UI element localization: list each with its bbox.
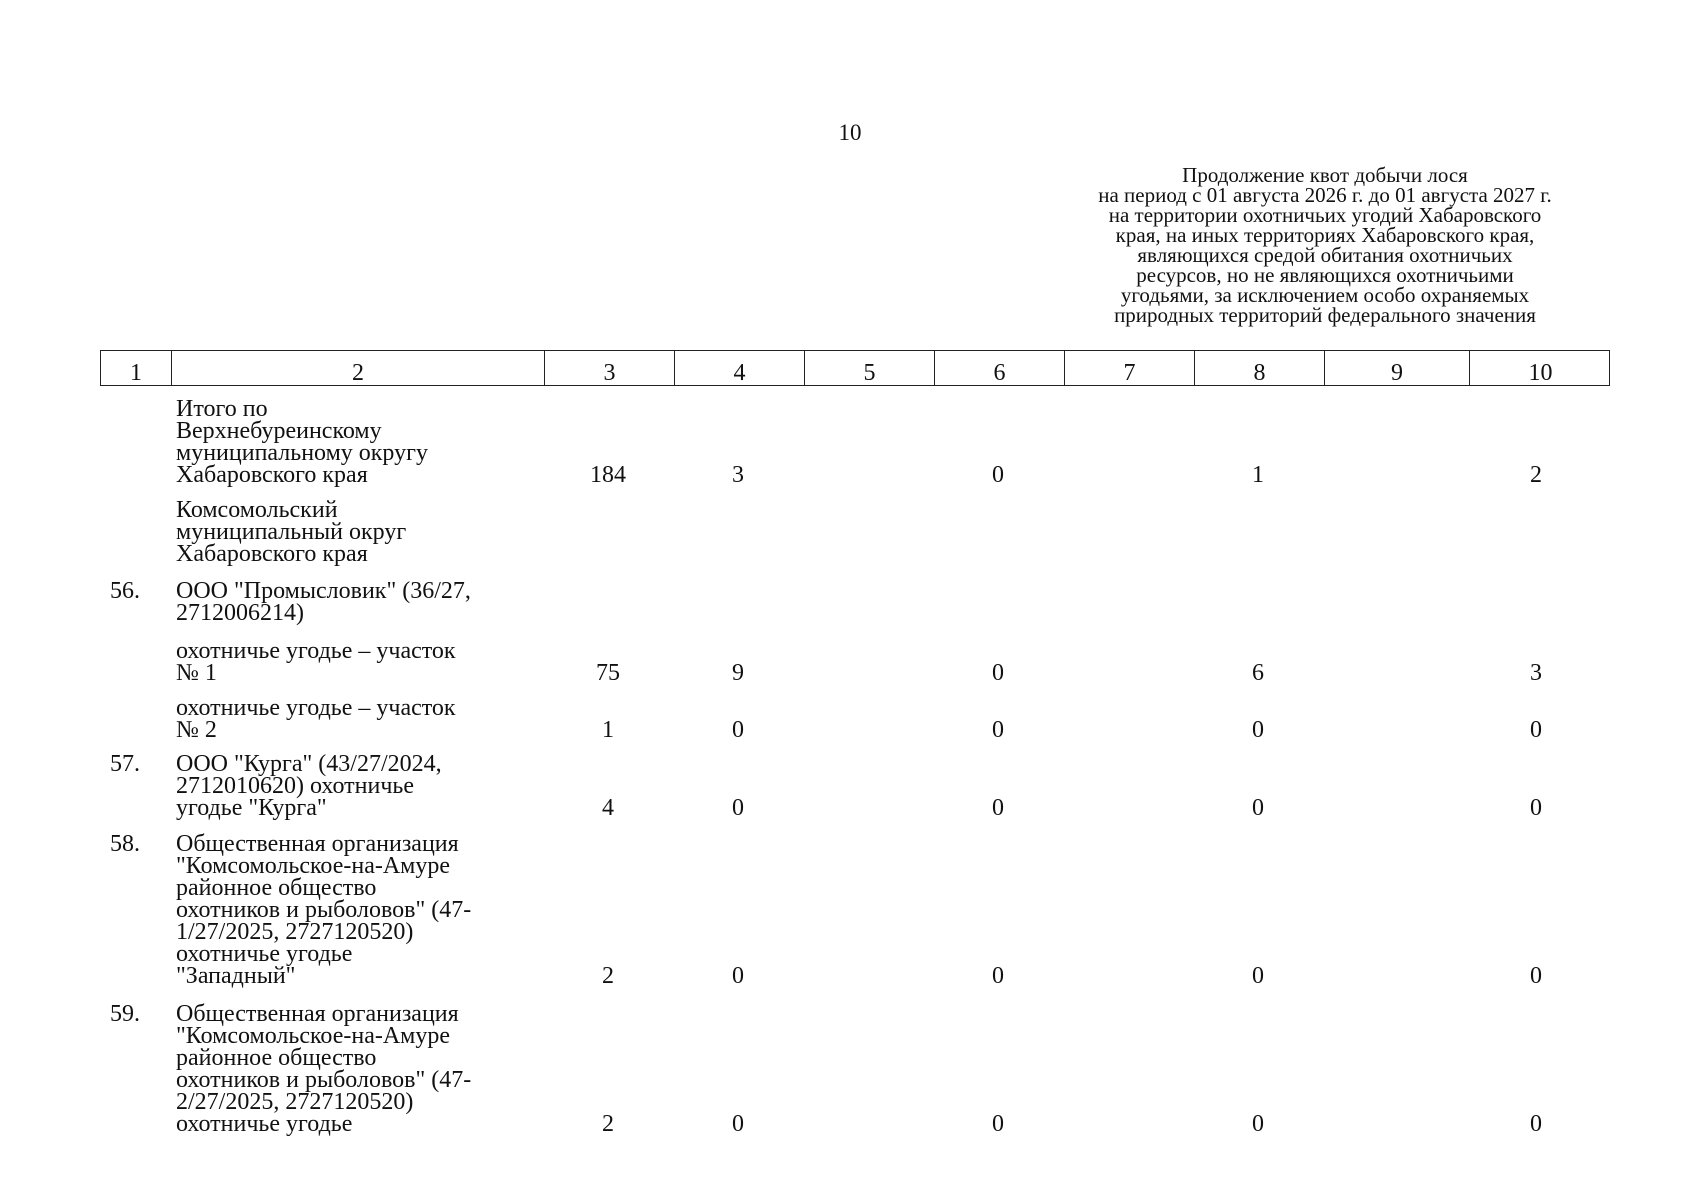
cell-col10: 2	[1530, 462, 1542, 488]
cell-col8: 0	[1252, 1111, 1264, 1137]
cell-col6: 0	[992, 963, 1004, 989]
row-number: 56.	[110, 578, 140, 604]
row-text-line: 2712010620) охотничье	[176, 773, 415, 799]
column-number-6: 6	[934, 351, 1064, 385]
caption-line: являющихся средой обитания охотничьих	[1137, 243, 1513, 267]
row-text-line: муниципальный округ	[176, 519, 407, 545]
cell-col10: 0	[1530, 717, 1542, 743]
row-text-line: 2/27/2025, 2727120520)	[176, 1089, 414, 1115]
row-text-line: районное общество	[176, 1045, 377, 1071]
caption-line: природных территорий федерального значения	[1114, 303, 1536, 327]
row-text-line: Итого по	[176, 396, 268, 422]
cell-col4: 0	[732, 717, 744, 743]
row-description	[176, 753, 546, 819]
row-description	[176, 833, 546, 987]
page-number: 10	[838, 120, 862, 145]
caption-line: ресурсов, но не являющихся охотничьими	[1136, 263, 1514, 287]
column-number-4: 4	[674, 351, 804, 385]
caption-line: Продолжение квот добычи лося	[1182, 163, 1468, 187]
row-number: 57.	[110, 751, 140, 777]
row-text-line: "Западный"	[176, 963, 296, 989]
column-number-row	[100, 350, 1610, 386]
caption-line: угодьями, за исключением особо охраняемых	[1120, 283, 1530, 307]
row-description	[176, 499, 546, 565]
cell-col10: 0	[1530, 795, 1542, 821]
cell-col6: 0	[992, 462, 1004, 488]
cell-col4: 0	[732, 1111, 744, 1137]
row-number: 59.	[110, 1001, 140, 1027]
row-text-line: "Комсомольское-на-Амуре	[176, 853, 451, 879]
row-text-line: охотничье угодье	[176, 941, 353, 967]
row-description	[176, 1003, 546, 1135]
cell-col10: 0	[1530, 963, 1542, 989]
row-text-line: охотников и рыболовов" (47-	[176, 1067, 472, 1093]
row-text-line: № 2	[176, 717, 217, 743]
row-text-line: охотничье угодье	[176, 1111, 353, 1137]
cell-col4: 3	[732, 462, 744, 488]
caption-line: на период с 01 августа 2026 г. до 01 августа 2027 г.	[1098, 183, 1552, 207]
cell-col3: 75	[596, 660, 620, 686]
row-text-line: Верхнебуреинскому	[176, 418, 382, 444]
cell-col8: 1	[1252, 462, 1264, 488]
cell-col3: 2	[602, 963, 614, 989]
cell-col6: 0	[992, 795, 1004, 821]
row-text-line: районное общество	[176, 875, 377, 901]
row-text-line: Общественная организация	[176, 1001, 459, 1027]
row-text-line: охотничье угодье – участок	[176, 638, 456, 664]
cell-col3: 2	[602, 1111, 614, 1137]
row-description	[176, 580, 546, 624]
row-text-line: 1/27/2025, 2727120520)	[176, 919, 414, 945]
column-number-10: 10	[1469, 351, 1611, 385]
cell-col10: 3	[1530, 660, 1542, 686]
cell-col8: 0	[1252, 963, 1264, 989]
cell-col3: 4	[602, 795, 614, 821]
row-text-line: Комсомольский	[176, 497, 338, 523]
cell-col6: 0	[992, 660, 1004, 686]
row-text-line: ООО "Курга" (43/27/2024,	[176, 751, 442, 777]
column-number-5: 5	[804, 351, 934, 385]
row-text-line: муниципальному округу	[176, 440, 428, 466]
row-text-line: ООО "Промысловик" (36/27,	[176, 578, 471, 604]
caption-line: края, на иных территориях Хабаровского края,	[1115, 223, 1535, 247]
row-text-line: "Комсомольское-на-Амуре	[176, 1023, 451, 1049]
cell-col8: 6	[1252, 660, 1264, 686]
row-text-line: охотников и рыболовов" (47-	[176, 897, 472, 923]
row-number: 58.	[110, 831, 140, 857]
column-number-2: 2	[171, 351, 544, 385]
row-text-line: 2712006214)	[176, 600, 304, 626]
caption-line: на территории охотничьих угодий Хабаровского	[1108, 203, 1542, 227]
cell-col6: 0	[992, 717, 1004, 743]
row-text-line: Общественная организация	[176, 831, 459, 857]
cell-col4: 0	[732, 795, 744, 821]
cell-col3: 184	[590, 462, 626, 488]
row-text-line: № 1	[176, 660, 217, 686]
cell-col10: 0	[1530, 1111, 1542, 1137]
column-number-1: 1	[130, 360, 142, 386]
row-text-line: Хабаровского края	[176, 462, 368, 488]
row-description	[176, 398, 546, 486]
cell-col8: 0	[1252, 717, 1264, 743]
table-caption	[1055, 165, 1595, 325]
row-text-line: угодье "Курга"	[176, 795, 327, 821]
cell-col4: 9	[732, 660, 744, 686]
column-number-9: 9	[1324, 351, 1469, 385]
column-number-8: 8	[1194, 351, 1324, 385]
cell-col8: 0	[1252, 795, 1264, 821]
cell-col3: 1	[602, 717, 614, 743]
row-text-line: Хабаровского края	[176, 541, 368, 567]
cell-col6: 0	[992, 1111, 1004, 1137]
column-number-7: 7	[1064, 351, 1194, 385]
cell-col4: 0	[732, 963, 744, 989]
row-description	[176, 640, 546, 684]
column-number-3: 3	[544, 351, 674, 385]
row-description	[176, 697, 546, 741]
row-text-line: охотничье угодье – участок	[176, 695, 456, 721]
